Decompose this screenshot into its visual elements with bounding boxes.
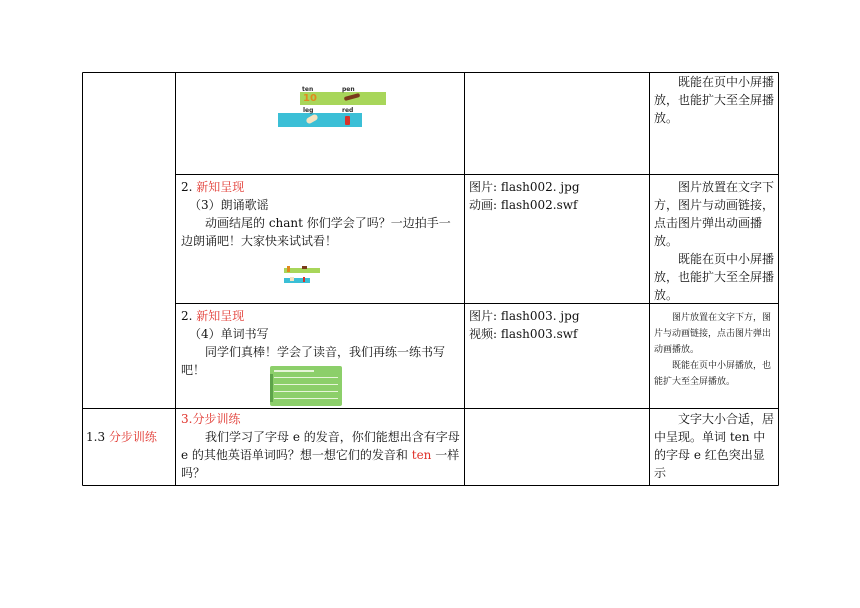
section-heading: 3.分步训练 [181, 412, 241, 426]
file-line: 图片: flash002. jpg [469, 180, 580, 194]
note-line: 既能在页中小屏播放，也能扩大至全屏播放。 [654, 75, 775, 125]
step-label: 分步训练 [108, 430, 157, 444]
notes-cell-row3 [654, 310, 774, 390]
sub-heading: （4）单词书写 [189, 327, 269, 341]
red-paint-icon [345, 116, 350, 125]
note-line: 图片放置在文字下方，图片与动画链接，点击图片弹出动画播放。 [654, 180, 775, 248]
note-line: 既能在页中小屏播放，也能扩大至全屏播放。 [654, 252, 775, 302]
card-pic: 10 [303, 93, 317, 104]
highlight-word: ten [411, 448, 432, 462]
body-text-end: 一样吗？ [181, 448, 460, 480]
body-text: 动画结尾的 chant 你们学会了吗？一边拍手一边朗诵吧！大家快来试试看！ [181, 216, 451, 248]
note-line: 既能在页中小屏播放，也能扩大至全屏播放。 [654, 361, 772, 387]
card-word: ten [302, 86, 314, 93]
body-text: 我们学习了字母 e 的发音，你们能想出含有字母 e 的其他英语单词吗？想一想它们的发音和 [181, 430, 460, 462]
section-number: 2. [181, 180, 193, 194]
card-word: red [342, 107, 354, 114]
card-word: pen [342, 86, 355, 93]
file-line: 动画: flash002.swf [469, 198, 578, 212]
card-word: leg [303, 107, 314, 114]
sub-heading: （3）朗诵歌谣 [189, 198, 269, 212]
file-line: 图片: flash003. jpg [469, 309, 580, 323]
word-cards-image[interactable] [278, 86, 386, 130]
files-cell-row3 [469, 307, 645, 343]
step-number: 1.3 [86, 430, 106, 444]
note-line: 文字大小合适，居中呈现。单词 ten 中的字母 e 红色突出显示 [654, 412, 775, 480]
section-heading: 新知呈现 [196, 180, 245, 194]
file-line: 视频: flash003.swf [469, 327, 578, 341]
chant-thumbnail[interactable] [284, 265, 320, 285]
section-number: 2. [181, 309, 193, 323]
writing-thumbnail[interactable] [270, 366, 342, 406]
notes-cell-row1 [654, 73, 774, 127]
notes-cell-row4 [654, 410, 774, 482]
body-text: 同学们真棒！学会了读音，我们再练一练书写吧！ [181, 345, 446, 377]
files-cell-row2 [469, 178, 645, 214]
section-heading: 新知呈现 [196, 309, 245, 323]
content-cell-row2 [181, 178, 461, 250]
content-cell-row4 [181, 410, 461, 482]
left-label-cell [86, 428, 174, 446]
notes-cell-row2 [654, 178, 774, 304]
note-line: 图片放置在文字下方，图片与动画链接，点击图片弹出动画播放。 [654, 313, 772, 355]
